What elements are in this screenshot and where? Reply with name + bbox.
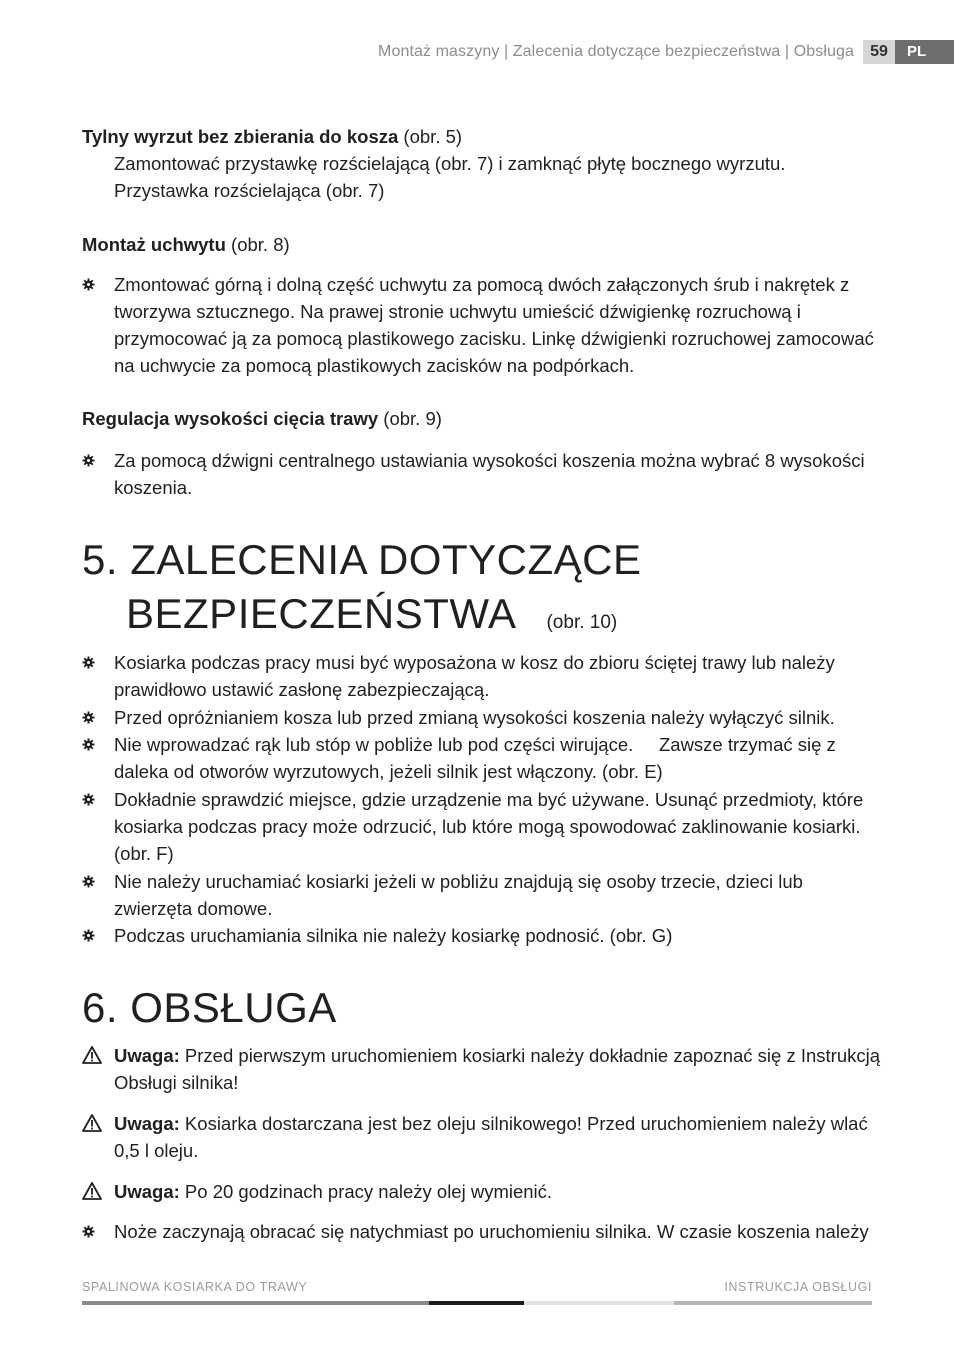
gear-bullet-icon (82, 793, 95, 806)
footer-bar-segment (524, 1301, 674, 1305)
page-number: 59 (863, 40, 895, 64)
language-tag: PL (895, 40, 954, 64)
heading-bold: Regulacja wysokości cięcia trawy (82, 408, 379, 429)
warning-text: Przed pierwszym uruchomieniem kosiarki należy dokładnie zapoznać się z Instrukcją Obsługi silnika! (114, 1045, 881, 1093)
heading-bold: Montaż uchwytu (82, 234, 226, 255)
section-handle-heading (82, 231, 882, 258)
warning-triangle-icon (82, 1114, 102, 1132)
warning-label: Uwaga: (114, 1181, 180, 1202)
warning-text: Kosiarka dostarczana jest bez oleju silnikowego! Przed uruchomieniem należy wlać 0,5 l oleju. (114, 1113, 868, 1161)
warning-note (82, 1042, 882, 1096)
footer-bar-segment (82, 1301, 429, 1305)
list-item-text: Za pomocą dźwigni centralnego ustawiania wysokości koszenia można wybrać 8 wysokości koszenia. (114, 450, 865, 498)
list-item (82, 704, 882, 731)
gear-bullet-icon (82, 929, 95, 942)
list-item (82, 786, 882, 867)
list-item (82, 1218, 882, 1245)
gear-bullet-icon (82, 656, 95, 669)
list-item-text: Podczas uruchamiania silnika nie należy kosiarkę podnosić. (obr. G) (114, 925, 673, 946)
list-item-text: Zmontować górną i dolną część uchwytu za pomocą dwóch załączonych śrub i nakrętek z tworzywa sztucznego. Na prawej stronie uchwytu umieścić dźwigienkę rozruchową i przymocować ją za pomocą plastikowego zacisku. Linkę dźwigienki rozruchowej zamocować na uchwycie za pomocą plastikowych zacisków na podpórkach. (114, 274, 874, 376)
gear-bullet-icon (82, 1225, 95, 1238)
section-heading (82, 123, 882, 150)
footer-doc-title: INSTRUKCJA OBSŁUGI (724, 1280, 872, 1294)
footer-bar-segment (429, 1301, 524, 1305)
gear-bullet-icon (82, 278, 95, 291)
chapter-5-ref: (obr. 10) (546, 612, 618, 633)
heading-ref: (obr. 9) (378, 408, 442, 429)
warning-label: Uwaga: (114, 1113, 180, 1134)
chapter-6-title: 6. OBSŁUGA (82, 984, 337, 1031)
section-height-heading (82, 405, 882, 432)
heading-bold: Tylny wyrzut bez zbierania do kosza (82, 126, 399, 147)
paragraph-line: Zamontować przystawkę rozścielającą (obr. 7) i zamknąć płytę bocznego wyrzutu. (114, 153, 786, 174)
list-item-text: Przed opróżnianiem kosza lub przed zmianą wysokości koszenia należy wyłączyć silnik. (114, 707, 835, 728)
list-item-text: Kosiarka podczas pracy musi być wyposażona w kosz do zbioru ściętej trawy lub należy prawidłowo ustawić zasłonę zabezpieczającą. (114, 652, 835, 700)
heading-ref: (obr. 5) (398, 126, 463, 147)
list-item (82, 649, 882, 703)
warning-triangle-icon (82, 1046, 102, 1064)
list-item (82, 731, 882, 785)
list-item (82, 922, 882, 949)
section-rear-discharge (82, 123, 882, 204)
gear-bullet-icon (82, 711, 95, 724)
gear-bullet-icon (82, 454, 95, 467)
gear-bullet-icon (82, 738, 95, 751)
gear-bullet-icon (82, 875, 95, 888)
list-item (82, 447, 882, 501)
paragraph-line: Przystawka rozścielająca (obr. 7) (114, 180, 385, 201)
chapter-5-title-line2 (126, 587, 617, 650)
list-item-text: Nie należy uruchamiać kosiarki jeżeli w pobliżu znajdują się osoby trzecie, dzieci lub zwierzęta domowe. (114, 871, 803, 919)
warning-label: Uwaga: (114, 1045, 180, 1066)
warning-note (82, 1110, 882, 1164)
footer-product-name: SPALINOWA KOSIARKA DO TRAWY (82, 1280, 308, 1294)
chapter-5-title-line1: 5. ZALECENIA DOTYCZĄCE (82, 536, 642, 583)
footer-bar-segment (674, 1301, 872, 1305)
list-item-text: Noże zaczynają obracać się natychmiast po uruchomieniu silnika. W czasie koszenia należy (114, 1221, 869, 1242)
heading-ref: (obr. 8) (225, 234, 290, 255)
header-breadcrumb: Montaż maszyny | Zalecenia dotyczące bezpieczeństwa | Obsługa (378, 43, 854, 60)
list-item-text: Nie wprowadzać rąk lub stóp w pobliże lub pod części wirujące. Zawsze trzymać się z daleka od otworów wyrzutowych, jeżeli silnik jest włączony. (obr. E) (114, 734, 841, 782)
warning-text: Po 20 godzinach pracy należy olej wymienić. (179, 1181, 553, 1202)
chapter-5-title-word: BEZPIECZEŃSTWA (126, 590, 517, 637)
list-item-text: Dokładnie sprawdzić miejsce, gdzie urządzenie ma być używane. Usunąć przedmioty, które kosiarka podczas pracy może odrzucić, lub które mogą spowodować zaklinowanie kosiarki. (obr. F) (114, 789, 864, 864)
warning-note (82, 1178, 882, 1205)
list-item (82, 868, 882, 922)
list-item (82, 271, 882, 379)
warning-triangle-icon (82, 1182, 102, 1200)
